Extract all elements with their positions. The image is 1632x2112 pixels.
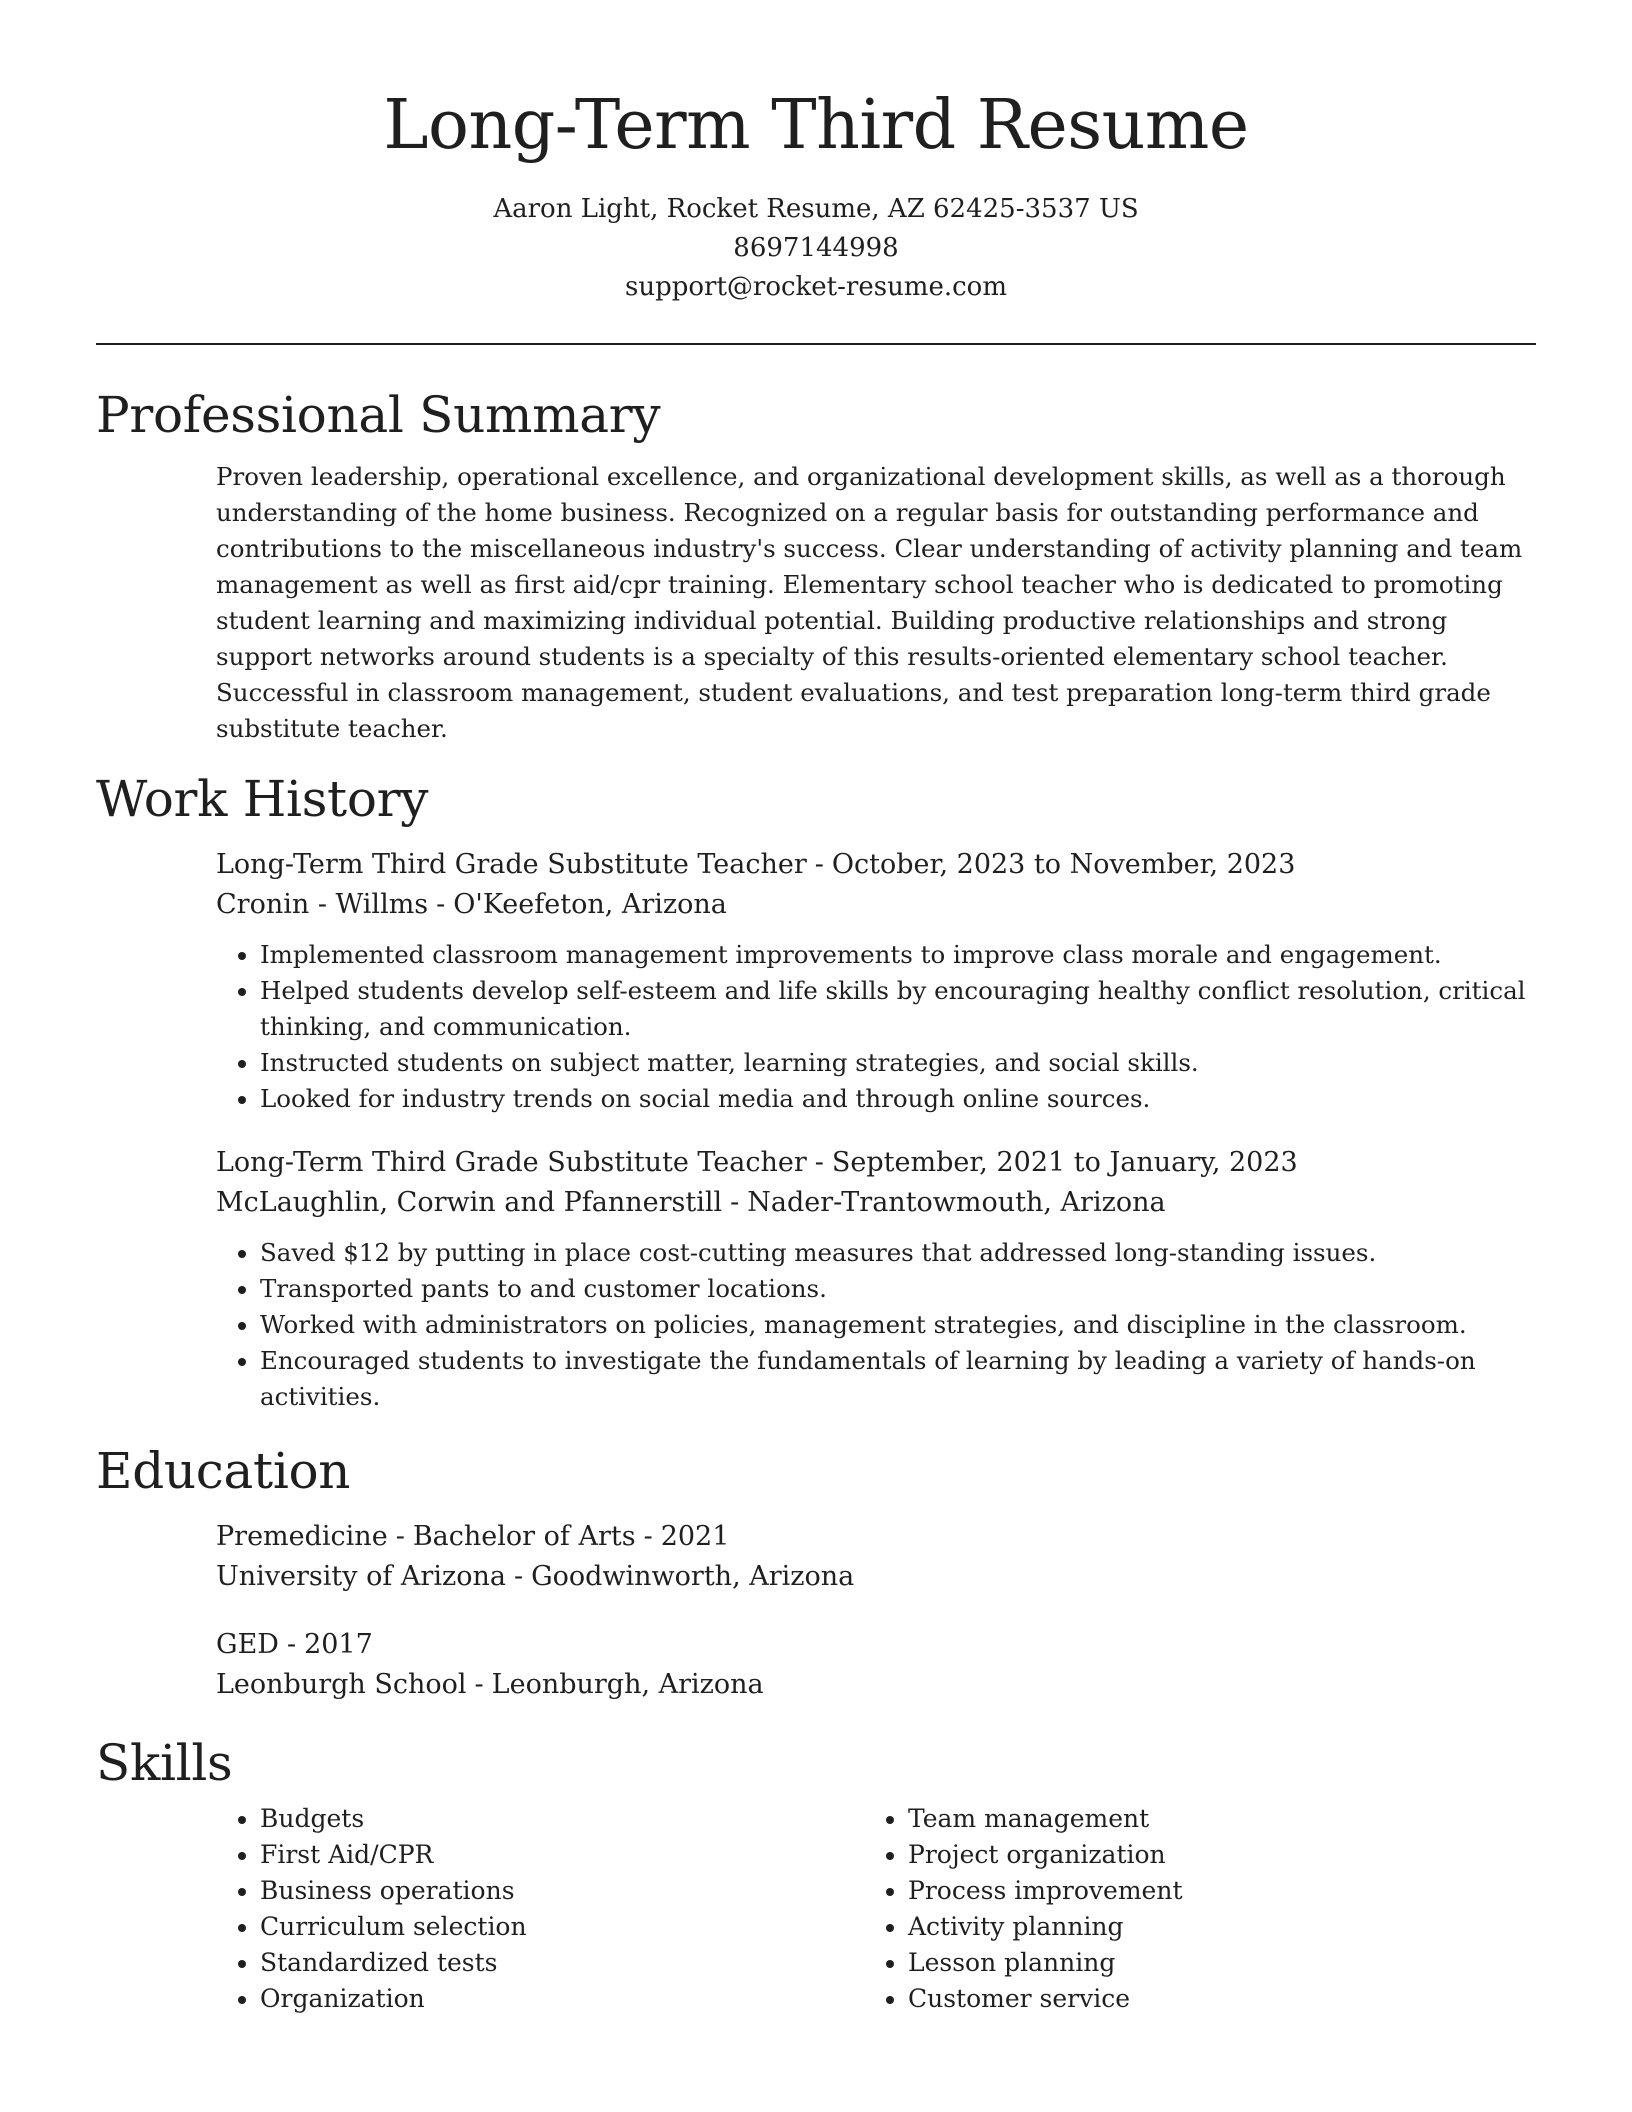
contact-email: support@rocket-resume.com [624,272,1007,302]
job-company-line [216,885,1536,925]
skill-item: • Lesson planning [908,1945,1512,1981]
summary-text: Proven leadership, operational excellence, and organizational development skills, as well as a thorough understanding of the home business. Recognized on a regular basis for outstanding performance and contributions to the miscellaneous industry's success. Clear understanding of activity planning and team management as well as first aid/cpr training. Elementary school teacher who is dedicated to promoting student learning and maximizing individual potential. Building productive relationships and strong support networks around students is a specialty of this results-oriented elementary school teacher. Successful in classroom management, student evaluations, and test preparation long-term third grade substitute teacher. [216,462,1523,743]
skill-item: • Organization [260,1981,864,2017]
education-degree: Bachelor of Arts [412,1521,636,1552]
separator: - [286,1629,297,1660]
work-history-section [96,769,1536,1415]
skills-heading: Skills [96,1734,233,1792]
resume-title: Long-Term Third Resume [383,86,1249,165]
job-header [216,1143,1536,1223]
job-bullet: • Implemented classroom management improvements to improve class morale and engagement. [260,937,1536,973]
work-history-body [96,845,1536,1415]
job-bullet: • Encouraged students to investigate the fundamentals of learning by leading a variety of hands-on activities. [260,1343,1536,1415]
education-school: Leonburgh School [216,1669,467,1700]
job-company-line [216,1183,1536,1223]
separator: - [643,1521,653,1552]
education-year: 2021 [660,1521,730,1552]
education-entry [216,1517,1536,1597]
skill-item: • Curriculum selection [260,1909,864,1945]
education-degree-line [216,1517,1536,1557]
job-company: Cronin - Willms [216,889,429,920]
job-location: O'Keefeton, Arizona [453,889,727,920]
skills-body [96,1801,1536,2017]
separator: - [814,1147,824,1178]
education-year: 2017 [304,1629,373,1660]
skill-item: • First Aid/CPR [260,1837,864,1873]
education-location: Leonburgh, Arizona [491,1669,764,1700]
job-entry [216,845,1536,1117]
job-bullet: • Worked with administrators on policies, management strategies, and discipline in the classroom. [260,1307,1536,1343]
job-bullet: • Instructed students on subject matter, learning strategies, and social skills. [260,1045,1536,1081]
education-heading: Education [96,1442,351,1500]
separator: - [474,1669,484,1700]
separator: - [730,1187,740,1218]
resume-header [96,84,1536,307]
job-bullet: • Helped students develop self-esteem and life skills by encouraging healthy conflict resolution, critical thinking, and communication. [260,973,1536,1045]
summary-heading: Professional Summary [96,386,661,444]
job-bullet: • Transported pants to and customer locations. [260,1271,1536,1307]
header-divider [96,343,1536,345]
job-title-line [216,845,1536,885]
summary-section [96,385,1536,747]
contact-address: Aaron Light, Rocket Resume, AZ 62425-3537 US [493,194,1139,224]
skill-item: • Activity planning [908,1909,1512,1945]
job-title-line [216,1143,1536,1183]
education-school: University of Arizona [216,1561,506,1592]
education-degree: GED [216,1629,279,1660]
skills-left-column [216,1801,864,2017]
separator: - [513,1561,524,1592]
education-field: Premedicine [216,1521,388,1552]
education-entry [216,1625,1536,1705]
summary-body [96,459,1536,747]
job-bullets [216,1235,1536,1415]
separator: - [395,1521,405,1552]
skills-section [96,1733,1536,2017]
skills-columns [216,1801,1536,2017]
job-bullet: • Looked for industry trends on social media and through online sources. [260,1081,1536,1117]
education-body [96,1517,1536,1705]
skill-item: • Team management [908,1801,1512,1837]
skill-item: • Process improvement [908,1873,1512,1909]
work-history-heading: Work History [96,770,429,828]
education-degree-line [216,1625,1536,1665]
skills-right-column [864,1801,1512,2017]
contact-block [96,190,1536,307]
skill-item: • Customer service [908,1981,1512,2017]
job-dates: October, 2023 to November, 2023 [831,849,1296,880]
skill-item: • Project organization [908,1837,1512,1873]
separator: - [436,889,446,920]
education-section [96,1441,1536,1705]
education-location: Goodwinworth, Arizona [531,1561,855,1592]
job-title: Long-Term Third Grade Substitute Teacher [216,849,807,880]
job-header [216,845,1536,925]
contact-phone: 8697144998 [733,233,899,263]
education-school-line [216,1557,1536,1597]
job-bullets [216,937,1536,1117]
separator: - [814,849,824,880]
skill-item: • Budgets [260,1801,864,1837]
skill-item: • Business operations [260,1873,864,1909]
skill-item: • Standardized tests [260,1945,864,1981]
job-entry [216,1143,1536,1415]
job-location: Nader-Trantowmouth, Arizona [747,1187,1166,1218]
job-title: Long-Term Third Grade Substitute Teacher [216,1147,807,1178]
job-dates: September, 2021 to January, 2023 [831,1147,1298,1178]
job-company: McLaughlin, Corwin and Pfannerstill [216,1187,723,1218]
education-school-line [216,1665,1536,1705]
job-bullet: • Saved $12 by putting in place cost-cutting measures that addressed long-standing issues. [260,1235,1536,1271]
